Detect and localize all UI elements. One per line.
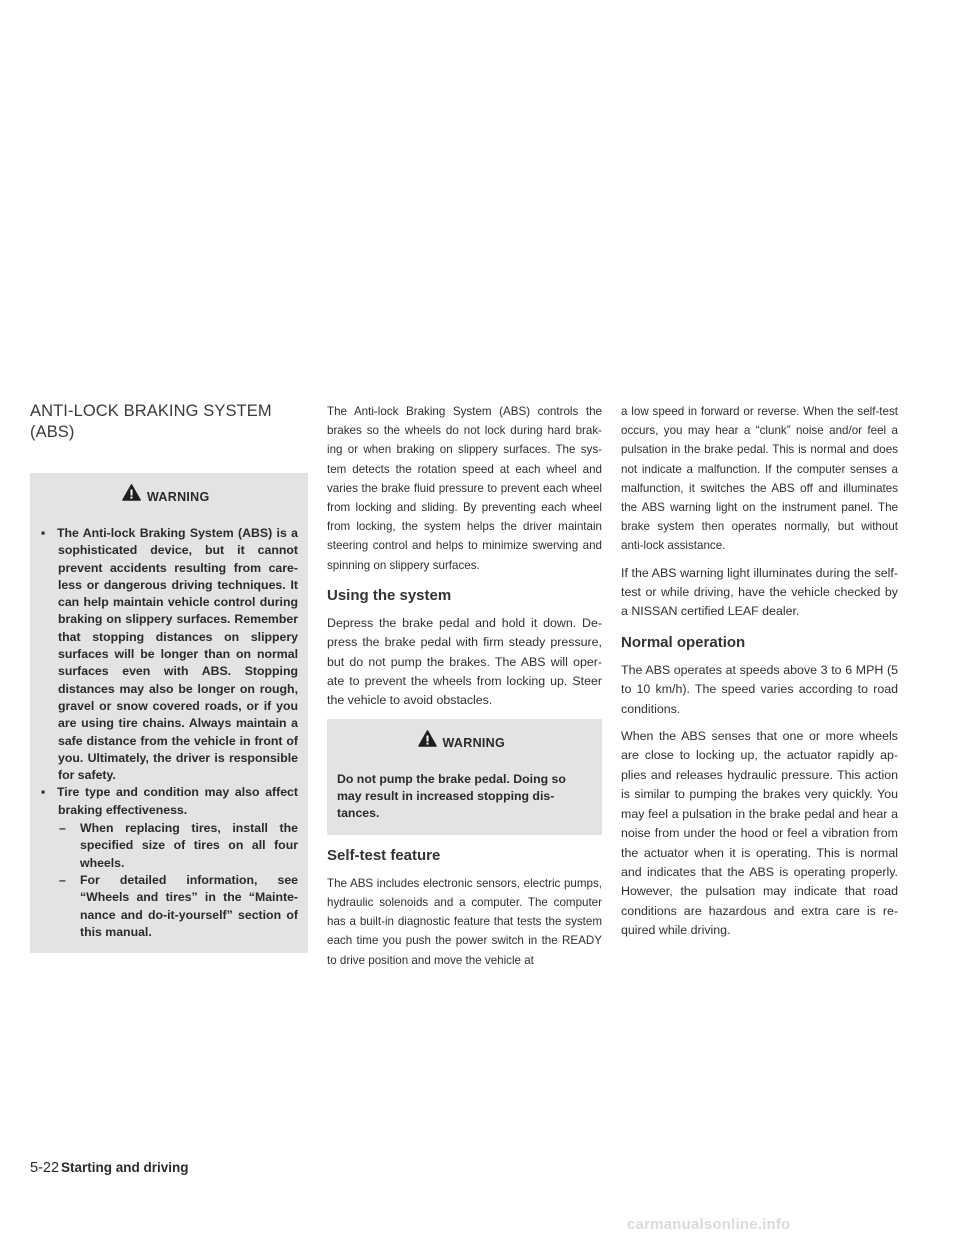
warning-label: WARNING <box>442 735 506 750</box>
normal-paragraph-1: The ABS operates at speeds above 3 to 6 MPH (5 to 10 km/h). The speed varies according to road conditions. <box>621 662 898 716</box>
watermark-text: carmanualsonline.info <box>627 1216 791 1233</box>
normal-paragraph-2: When the ABS senses that one or more wheels are close to locking up, the actuator rapidly ap-plies and releases hydraulic pressure. This action is similar to pumping the brakes very quickly. You may feel a pulsation in the brake pedal and hear a noise from under the hood or feel a vibration from the actuator when it is operating. This is normal and indicates that the ABS is operating properly. However, the pulsation may indicate that road conditions are hazardous and extra care is re-quired while driving. <box>621 729 898 938</box>
selftest-paragraph-continued: a low speed in forward or reverse. When the self-test occurs, you may hear a “clunk” noise and/or feel a pulsation in the brake pedal. This is normal and does not indicate a malfunction. If the computer senses a malfunction, it switches the ABS off and illuminates the ABS warning light on the instrument panel. The brake system then operates normally, but without anti-lock assistance. <box>621 405 898 553</box>
warning-item: ▪ Tire type and condition may also affect braking effectiveness. – When replacing tires, install the specified size of tires on all four wheels. – For detailed information, see “Wheels and tires” in the “Mainte-nance and do-it-yourself” section of this manual. <box>40 784 298 941</box>
heading-normal-operation: Normal operation <box>621 633 746 651</box>
warning-box-pump <box>327 719 602 835</box>
warning-box-main <box>30 473 308 953</box>
column-middle <box>327 402 602 970</box>
warning-list <box>40 525 298 941</box>
intro-paragraph: The Anti-lock Braking System (ABS) controls the brakes so the wheels do not lock during hard brak-ing or when braking on slippery surfaces. The sys-tem detects the rotation speed at each wheel and varies the brake fluid pressure to prevent each wheel from locking and sliding. By preventing each wheel from locking, the system helps the driver maintain steering control and helps to minimize swerving and spinning on slippery surfaces. <box>327 405 602 572</box>
column-right <box>621 402 898 941</box>
using-paragraph: Depress the brake pedal and hold it down. De-press the brake pedal with firm steady pressure, but do not pump the brakes. The ABS will oper-ate to prevent the wheels from locking up. Steer the vehicle to avoid obstacles. <box>327 615 602 708</box>
page-footer <box>30 1159 189 1176</box>
warning-header <box>337 719 592 771</box>
warning-pump-text: Do not pump the brake pedal. Doing so may result in increased stopping dis-tances. <box>337 771 566 821</box>
heading-self-test: Self-test feature <box>327 846 441 864</box>
column-left <box>30 401 308 953</box>
selftest-paragraph: The ABS includes electronic sensors, electric pumps, hydraulic solenoids and a computer. The computer has a built-in diagnostic feature that tests the system each time you push the power switch in the READY to drive position and move the vehicle at <box>327 876 602 967</box>
warning-sublist <box>58 820 298 941</box>
warning-header <box>40 473 298 525</box>
warning-label: WARNING <box>147 490 210 504</box>
heading-using-system: Using the system <box>327 586 452 604</box>
selftest-warning-light-paragraph: If the ABS warning light illuminates during the self-test or while driving, have the vehicle checked by a NISSAN certified LEAF dealer. <box>621 565 898 619</box>
section-title: ANTI-LOCK BRAKING SYSTEM (ABS) <box>30 402 272 441</box>
chapter-title: Starting and driving <box>61 1160 189 1175</box>
page-number: 5-22 <box>30 1160 60 1176</box>
watermark <box>627 1216 937 1238</box>
warning-item: ▪ The Anti-lock Braking System (ABS) is a sophisticated device, but it cannot prevent accidents resulting from care-less or dangerous driving techniques. It can help maintain vehicle control during braking on slippery surfaces. Remember that stopping distances on slippery surfaces will be longer than on normal surfaces even with ABS. Stopping distances may also be longer on rough, gravel or snow covered roads, or if you are using tire chains. Always maintain a safe distance from the vehicle in front of you. Ultimately, the driver is responsible for safety. <box>41 526 298 783</box>
warning-triangle-icon <box>418 730 437 747</box>
warning-subitem: – For detailed information, see “Wheels and tires” in the “Mainte-nance and do-it-yourself” section of this manual. <box>59 872 298 939</box>
warning-triangle-icon <box>122 484 141 501</box>
warning-subitem: – When replacing tires, install the specified size of tires on all four wheels. <box>59 821 298 870</box>
